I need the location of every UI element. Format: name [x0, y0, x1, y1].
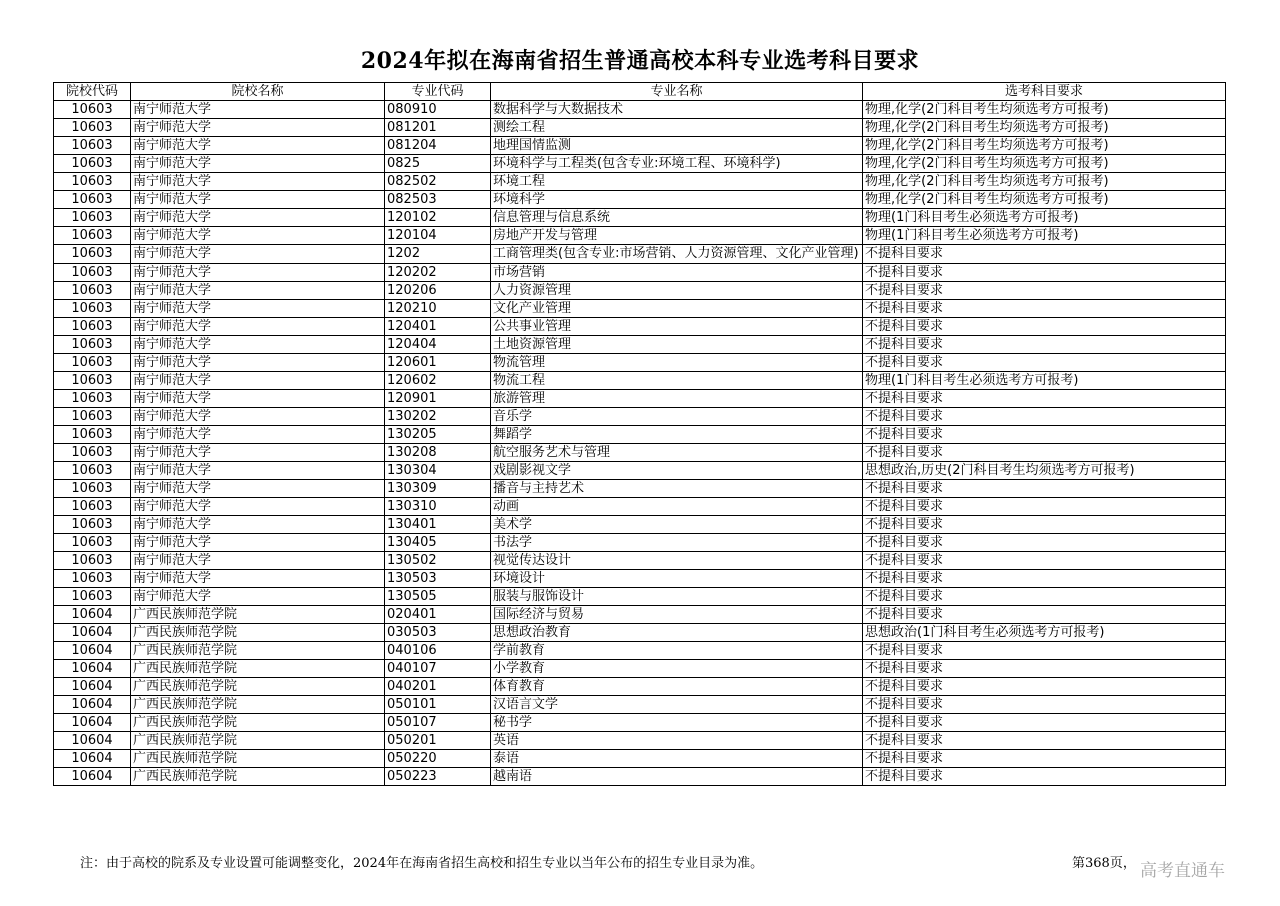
cell-school-name: 南宁师范大学	[131, 516, 385, 534]
cell-school-name: 南宁师范大学	[131, 101, 385, 119]
cell-school-name: 南宁师范大学	[131, 354, 385, 372]
cell-school-code: 10603	[54, 372, 131, 390]
cell-school-code: 10603	[54, 552, 131, 570]
cell-major-name: 环境工程	[491, 173, 863, 191]
cell-major-code: 120102	[385, 209, 491, 227]
cell-subject-requirement: 不提科目要求	[863, 444, 1226, 462]
table-row	[54, 660, 1226, 678]
cell-school-name: 南宁师范大学	[131, 444, 385, 462]
cell-major-code: 082502	[385, 173, 491, 191]
table-row	[54, 768, 1226, 786]
cell-school-code: 10603	[54, 480, 131, 498]
cell-major-name: 视觉传达设计	[491, 552, 863, 570]
cell-major-code: 040201	[385, 678, 491, 696]
cell-school-name: 南宁师范大学	[131, 282, 385, 300]
cell-school-name: 南宁师范大学	[131, 245, 385, 264]
header-school-name: 院校名称	[131, 83, 385, 101]
cell-school-code: 10603	[54, 191, 131, 209]
cell-subject-requirement: 不提科目要求	[863, 552, 1226, 570]
cell-school-name: 南宁师范大学	[131, 209, 385, 227]
cell-major-code: 120206	[385, 282, 491, 300]
table-row	[54, 462, 1226, 480]
cell-subject-requirement: 不提科目要求	[863, 534, 1226, 552]
table-row	[54, 444, 1226, 462]
cell-major-name: 测绘工程	[491, 119, 863, 137]
table-row	[54, 552, 1226, 570]
watermark-logo: 高考直通车	[1140, 861, 1225, 881]
cell-school-code: 10603	[54, 570, 131, 588]
cell-major-name: 工商管理类(包含专业:市场营销、人力资源管理、文化产业管理)	[491, 245, 863, 264]
cell-school-name: 南宁师范大学	[131, 552, 385, 570]
cell-subject-requirement: 不提科目要求	[863, 318, 1226, 336]
cell-subject-requirement: 物理,化学(2门科目考生均须选考方可报考)	[863, 191, 1226, 209]
cell-school-name: 广西民族师范学院	[131, 624, 385, 642]
table-row	[54, 606, 1226, 624]
cell-school-name: 南宁师范大学	[131, 173, 385, 191]
cell-subject-requirement: 物理(1门科目考生必须选考方可报考)	[863, 372, 1226, 390]
cell-major-name: 航空服务艺术与管理	[491, 444, 863, 462]
table-row	[54, 408, 1226, 426]
cell-school-code: 10604	[54, 606, 131, 624]
cell-school-code: 10603	[54, 498, 131, 516]
cell-major-code: 130202	[385, 408, 491, 426]
cell-subject-requirement: 不提科目要求	[863, 678, 1226, 696]
cell-major-name: 小学教育	[491, 660, 863, 678]
cell-major-code: 050223	[385, 768, 491, 786]
cell-major-code: 120602	[385, 372, 491, 390]
cell-subject-requirement: 不提科目要求	[863, 606, 1226, 624]
cell-school-code: 10604	[54, 768, 131, 786]
cell-major-code: 130505	[385, 588, 491, 606]
subject-requirements-table	[53, 82, 1226, 786]
cell-school-name: 南宁师范大学	[131, 264, 385, 282]
cell-school-code: 10603	[54, 516, 131, 534]
cell-major-code: 050220	[385, 750, 491, 768]
cell-school-name: 广西民族师范学院	[131, 696, 385, 714]
cell-subject-requirement: 思想政治,历史(2门科目考生均须选考方可报考)	[863, 462, 1226, 480]
cell-major-code: 0825	[385, 155, 491, 173]
cell-major-code: 120404	[385, 336, 491, 354]
cell-school-name: 广西民族师范学院	[131, 732, 385, 750]
cell-school-code: 10603	[54, 444, 131, 462]
cell-school-code: 10604	[54, 678, 131, 696]
cell-school-code: 10603	[54, 588, 131, 606]
cell-major-name: 房地产开发与管理	[491, 227, 863, 245]
cell-major-name: 物流管理	[491, 354, 863, 372]
cell-school-code: 10604	[54, 750, 131, 768]
table-row	[54, 209, 1226, 227]
cell-school-name: 南宁师范大学	[131, 372, 385, 390]
cell-major-name: 舞蹈学	[491, 426, 863, 444]
cell-subject-requirement: 物理,化学(2门科目考生均须选考方可报考)	[863, 119, 1226, 137]
header-major-code: 专业代码	[385, 83, 491, 101]
header-school-code: 院校代码	[54, 83, 131, 101]
table-row	[54, 318, 1226, 336]
table-row	[54, 642, 1226, 660]
cell-school-name: 南宁师范大学	[131, 480, 385, 498]
cell-school-name: 南宁师范大学	[131, 426, 385, 444]
cell-school-name: 南宁师范大学	[131, 318, 385, 336]
table-row	[54, 354, 1226, 372]
cell-school-name: 南宁师范大学	[131, 155, 385, 173]
cell-school-code: 10603	[54, 462, 131, 480]
page-title: 2024年拟在海南省招生普通高校本科专业选考科目要求	[360, 48, 920, 74]
cell-school-name: 南宁师范大学	[131, 498, 385, 516]
cell-major-name: 土地资源管理	[491, 336, 863, 354]
cell-major-code: 130205	[385, 426, 491, 444]
cell-school-code: 10603	[54, 245, 131, 264]
cell-school-name: 南宁师范大学	[131, 408, 385, 426]
cell-school-name: 广西民族师范学院	[131, 768, 385, 786]
cell-major-code: 120210	[385, 300, 491, 318]
cell-school-code: 10603	[54, 318, 131, 336]
cell-major-name: 秘书学	[491, 714, 863, 732]
cell-major-code: 120601	[385, 354, 491, 372]
table-row	[54, 588, 1226, 606]
table-row	[54, 245, 1226, 264]
cell-major-code: 081201	[385, 119, 491, 137]
cell-school-name: 广西民族师范学院	[131, 642, 385, 660]
cell-school-code: 10603	[54, 264, 131, 282]
cell-school-name: 南宁师范大学	[131, 462, 385, 480]
table-row	[54, 155, 1226, 173]
table-row	[54, 300, 1226, 318]
cell-subject-requirement: 不提科目要求	[863, 660, 1226, 678]
cell-school-code: 10604	[54, 696, 131, 714]
table-row	[54, 119, 1226, 137]
cell-major-name: 环境设计	[491, 570, 863, 588]
cell-school-code: 10603	[54, 534, 131, 552]
table-row	[54, 372, 1226, 390]
cell-school-code: 10603	[54, 282, 131, 300]
cell-school-name: 南宁师范大学	[131, 588, 385, 606]
cell-school-code: 10604	[54, 624, 131, 642]
cell-subject-requirement: 不提科目要求	[863, 642, 1226, 660]
table-row	[54, 173, 1226, 191]
cell-major-code: 080910	[385, 101, 491, 119]
cell-major-name: 物流工程	[491, 372, 863, 390]
cell-major-code: 120401	[385, 318, 491, 336]
cell-school-name: 南宁师范大学	[131, 534, 385, 552]
cell-school-name: 广西民族师范学院	[131, 750, 385, 768]
cell-subject-requirement: 物理(1门科目考生必须选考方可报考)	[863, 209, 1226, 227]
cell-major-name: 信息管理与信息系统	[491, 209, 863, 227]
table-row	[54, 191, 1226, 209]
cell-subject-requirement: 不提科目要求	[863, 390, 1226, 408]
cell-school-code: 10603	[54, 173, 131, 191]
cell-major-code: 050101	[385, 696, 491, 714]
cell-school-code: 10603	[54, 300, 131, 318]
cell-major-name: 公共事业管理	[491, 318, 863, 336]
cell-major-code: 120202	[385, 264, 491, 282]
cell-major-name: 汉语言文学	[491, 696, 863, 714]
cell-subject-requirement: 不提科目要求	[863, 750, 1226, 768]
cell-major-code: 130304	[385, 462, 491, 480]
table-row	[54, 282, 1226, 300]
cell-major-code: 040107	[385, 660, 491, 678]
footer-note: 注：由于高校的院系及专业设置可能调整变化，2024年在海南省招生高校和招生专业以当年公布的招生专业目录为准。	[80, 856, 764, 871]
cell-school-name: 广西民族师范学院	[131, 678, 385, 696]
cell-major-name: 环境科学	[491, 191, 863, 209]
cell-major-name: 数据科学与大数据技术	[491, 101, 863, 119]
cell-school-code: 10603	[54, 336, 131, 354]
cell-subject-requirement: 不提科目要求	[863, 480, 1226, 498]
cell-subject-requirement: 不提科目要求	[863, 264, 1226, 282]
cell-major-name: 越南语	[491, 768, 863, 786]
cell-subject-requirement: 不提科目要求	[863, 498, 1226, 516]
cell-subject-requirement: 不提科目要求	[863, 732, 1226, 750]
table-row	[54, 426, 1226, 444]
table-row	[54, 498, 1226, 516]
cell-subject-requirement: 不提科目要求	[863, 696, 1226, 714]
cell-subject-requirement: 不提科目要求	[863, 516, 1226, 534]
cell-school-code: 10603	[54, 390, 131, 408]
cell-subject-requirement: 不提科目要求	[863, 336, 1226, 354]
cell-major-name: 学前教育	[491, 642, 863, 660]
cell-major-name: 人力资源管理	[491, 282, 863, 300]
cell-major-code: 120104	[385, 227, 491, 245]
cell-subject-requirement: 物理,化学(2门科目考生均须选考方可报考)	[863, 101, 1226, 119]
cell-major-name: 英语	[491, 732, 863, 750]
cell-subject-requirement: 思想政治(1门科目考生必须选考方可报考)	[863, 624, 1226, 642]
cell-major-code: 130309	[385, 480, 491, 498]
cell-major-code: 130310	[385, 498, 491, 516]
cell-school-name: 南宁师范大学	[131, 336, 385, 354]
cell-subject-requirement: 物理,化学(2门科目考生均须选考方可报考)	[863, 173, 1226, 191]
cell-subject-requirement: 不提科目要求	[863, 408, 1226, 426]
cell-major-code: 130208	[385, 444, 491, 462]
header-subject-requirement: 选考科目要求	[863, 83, 1226, 101]
cell-major-name: 地理国情监测	[491, 137, 863, 155]
cell-subject-requirement: 物理,化学(2门科目考生均须选考方可报考)	[863, 155, 1226, 173]
table-row	[54, 696, 1226, 714]
cell-subject-requirement: 不提科目要求	[863, 570, 1226, 588]
cell-major-name: 服装与服饰设计	[491, 588, 863, 606]
cell-major-code: 130405	[385, 534, 491, 552]
cell-major-code: 1202	[385, 245, 491, 264]
cell-subject-requirement: 不提科目要求	[863, 426, 1226, 444]
cell-school-code: 10603	[54, 137, 131, 155]
cell-school-code: 10603	[54, 227, 131, 245]
cell-major-code: 082503	[385, 191, 491, 209]
cell-subject-requirement: 不提科目要求	[863, 282, 1226, 300]
cell-major-name: 泰语	[491, 750, 863, 768]
cell-major-name: 播音与主持艺术	[491, 480, 863, 498]
cell-major-code: 120901	[385, 390, 491, 408]
cell-subject-requirement: 不提科目要求	[863, 354, 1226, 372]
cell-major-name: 戏剧影视文学	[491, 462, 863, 480]
cell-major-name: 体育教育	[491, 678, 863, 696]
cell-school-name: 南宁师范大学	[131, 570, 385, 588]
table-row	[54, 336, 1226, 354]
cell-school-code: 10604	[54, 732, 131, 750]
cell-major-name: 环境科学与工程类(包含专业:环境工程、环境科学)	[491, 155, 863, 173]
page-number: 第368页，	[1072, 856, 1136, 871]
cell-major-code: 130502	[385, 552, 491, 570]
cell-school-name: 南宁师范大学	[131, 137, 385, 155]
cell-major-name: 思想政治教育	[491, 624, 863, 642]
cell-school-code: 10604	[54, 714, 131, 732]
cell-school-code: 10603	[54, 408, 131, 426]
table-row	[54, 101, 1226, 119]
table-row	[54, 390, 1226, 408]
cell-school-name: 南宁师范大学	[131, 119, 385, 137]
cell-school-code: 10603	[54, 155, 131, 173]
cell-major-name: 国际经济与贸易	[491, 606, 863, 624]
table-row	[54, 137, 1226, 155]
cell-subject-requirement: 不提科目要求	[863, 300, 1226, 318]
cell-school-code: 10604	[54, 660, 131, 678]
cell-major-code: 130401	[385, 516, 491, 534]
cell-school-name: 广西民族师范学院	[131, 660, 385, 678]
cell-major-name: 旅游管理	[491, 390, 863, 408]
cell-major-code: 020401	[385, 606, 491, 624]
table-row	[54, 534, 1226, 552]
cell-school-name: 南宁师范大学	[131, 191, 385, 209]
cell-school-code: 10603	[54, 354, 131, 372]
cell-major-name: 文化产业管理	[491, 300, 863, 318]
table-row	[54, 570, 1226, 588]
table-row	[54, 516, 1226, 534]
cell-subject-requirement: 物理,化学(2门科目考生均须选考方可报考)	[863, 137, 1226, 155]
cell-school-name: 南宁师范大学	[131, 300, 385, 318]
header-major-name: 专业名称	[491, 83, 863, 101]
table-row	[54, 732, 1226, 750]
cell-major-name: 市场营销	[491, 264, 863, 282]
cell-school-code: 10603	[54, 101, 131, 119]
cell-subject-requirement: 不提科目要求	[863, 588, 1226, 606]
cell-major-code: 081204	[385, 137, 491, 155]
cell-major-code: 030503	[385, 624, 491, 642]
table-header-row	[54, 83, 1226, 101]
cell-school-code: 10603	[54, 426, 131, 444]
cell-major-code: 050201	[385, 732, 491, 750]
cell-major-name: 动画	[491, 498, 863, 516]
cell-major-name: 音乐学	[491, 408, 863, 426]
cell-school-name: 南宁师范大学	[131, 390, 385, 408]
table-row	[54, 264, 1226, 282]
cell-major-name: 书法学	[491, 534, 863, 552]
cell-school-name: 广西民族师范学院	[131, 606, 385, 624]
cell-school-code: 10603	[54, 119, 131, 137]
table-row	[54, 714, 1226, 732]
table-row	[54, 624, 1226, 642]
cell-subject-requirement: 不提科目要求	[863, 768, 1226, 786]
cell-major-name: 美术学	[491, 516, 863, 534]
cell-subject-requirement: 物理(1门科目考生必须选考方可报考)	[863, 227, 1226, 245]
cell-school-code: 10604	[54, 642, 131, 660]
cell-school-code: 10603	[54, 209, 131, 227]
table-row	[54, 480, 1226, 498]
table-row	[54, 750, 1226, 768]
cell-major-code: 040106	[385, 642, 491, 660]
cell-subject-requirement: 不提科目要求	[863, 714, 1226, 732]
cell-school-name: 南宁师范大学	[131, 227, 385, 245]
cell-major-code: 050107	[385, 714, 491, 732]
cell-school-name: 广西民族师范学院	[131, 714, 385, 732]
cell-subject-requirement: 不提科目要求	[863, 245, 1226, 264]
table-row	[54, 678, 1226, 696]
cell-major-code: 130503	[385, 570, 491, 588]
table-row	[54, 227, 1226, 245]
